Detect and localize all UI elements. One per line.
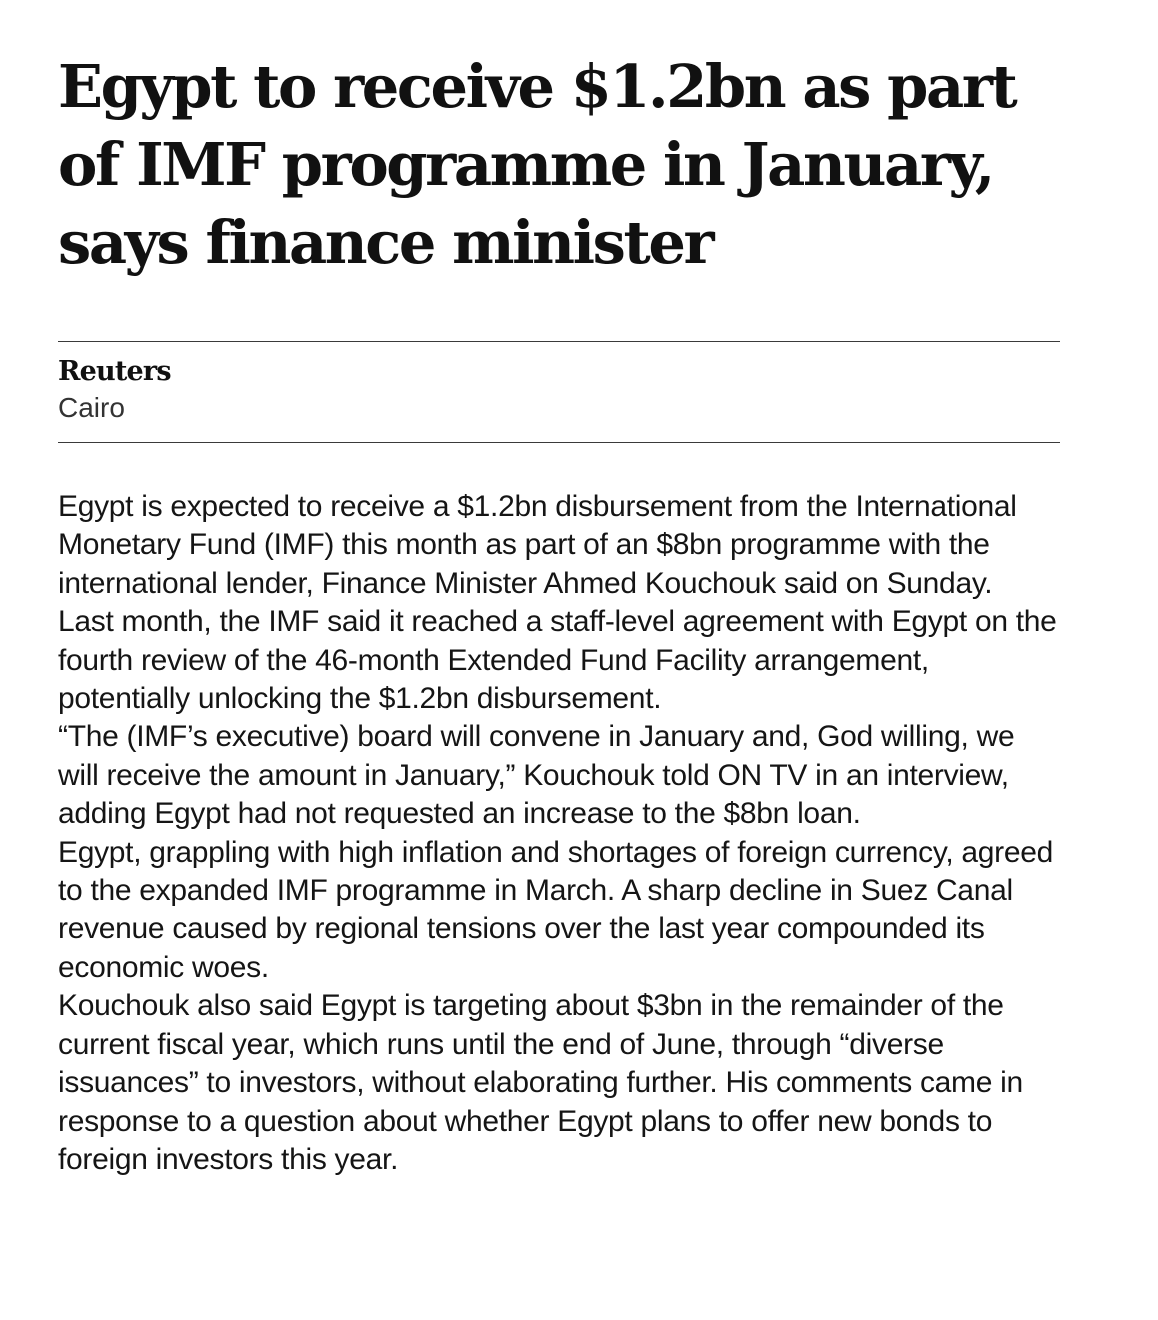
byline-source: Reuters — [58, 356, 171, 387]
article-body — [58, 488, 1060, 1179]
news-article — [58, 0, 1060, 1179]
article-headline: Egypt to receive $1.2bn as part of IMF programme in January, says finance minister — [58, 52, 1016, 277]
article-paragraph: Last month, the IMF said it reached a staff-level agreement with Egypt on the fourth review of the 46-month Extended Fund Facility arrangement, potentially unlocking the $1.2bn disbursement. — [58, 605, 1057, 716]
article-paragraph: Egypt, grappling with high inflation and shortages of foreign currency, agreed to the expanded IMF programme in March. A sharp decline in Suez Canal revenue caused by regional tensions over the last year compounded its economic woes. — [58, 835, 1054, 984]
article-paragraph: Kouchouk also said Egypt is targeting about $3bn in the remainder of the current fiscal year, which runs until the end of June, through “diverse issuances” to investors, without elaborating further. His comments came in response to a question about whether Egypt plans to offer new bonds to foreign investors this year. — [58, 989, 1023, 1176]
byline-divider-bottom — [58, 442, 1060, 443]
article-paragraph: Egypt is expected to receive a $1.2bn disbursement from the International Monetary Fund (IMF) this month as part of an $8bn programme with the international lender, Finance Minister Ahmed Kouchouk said on Sunday. — [58, 490, 1017, 600]
byline — [58, 342, 1060, 442]
byline-location: Cairo — [58, 392, 125, 423]
article-paragraph: “The (IMF’s executive) board will convene in January and, God willing, we will receive the amount in January,” Kouchouk told ON TV in an interview, adding Egypt had not requested an increase to the $8bn loan. — [58, 720, 1015, 831]
